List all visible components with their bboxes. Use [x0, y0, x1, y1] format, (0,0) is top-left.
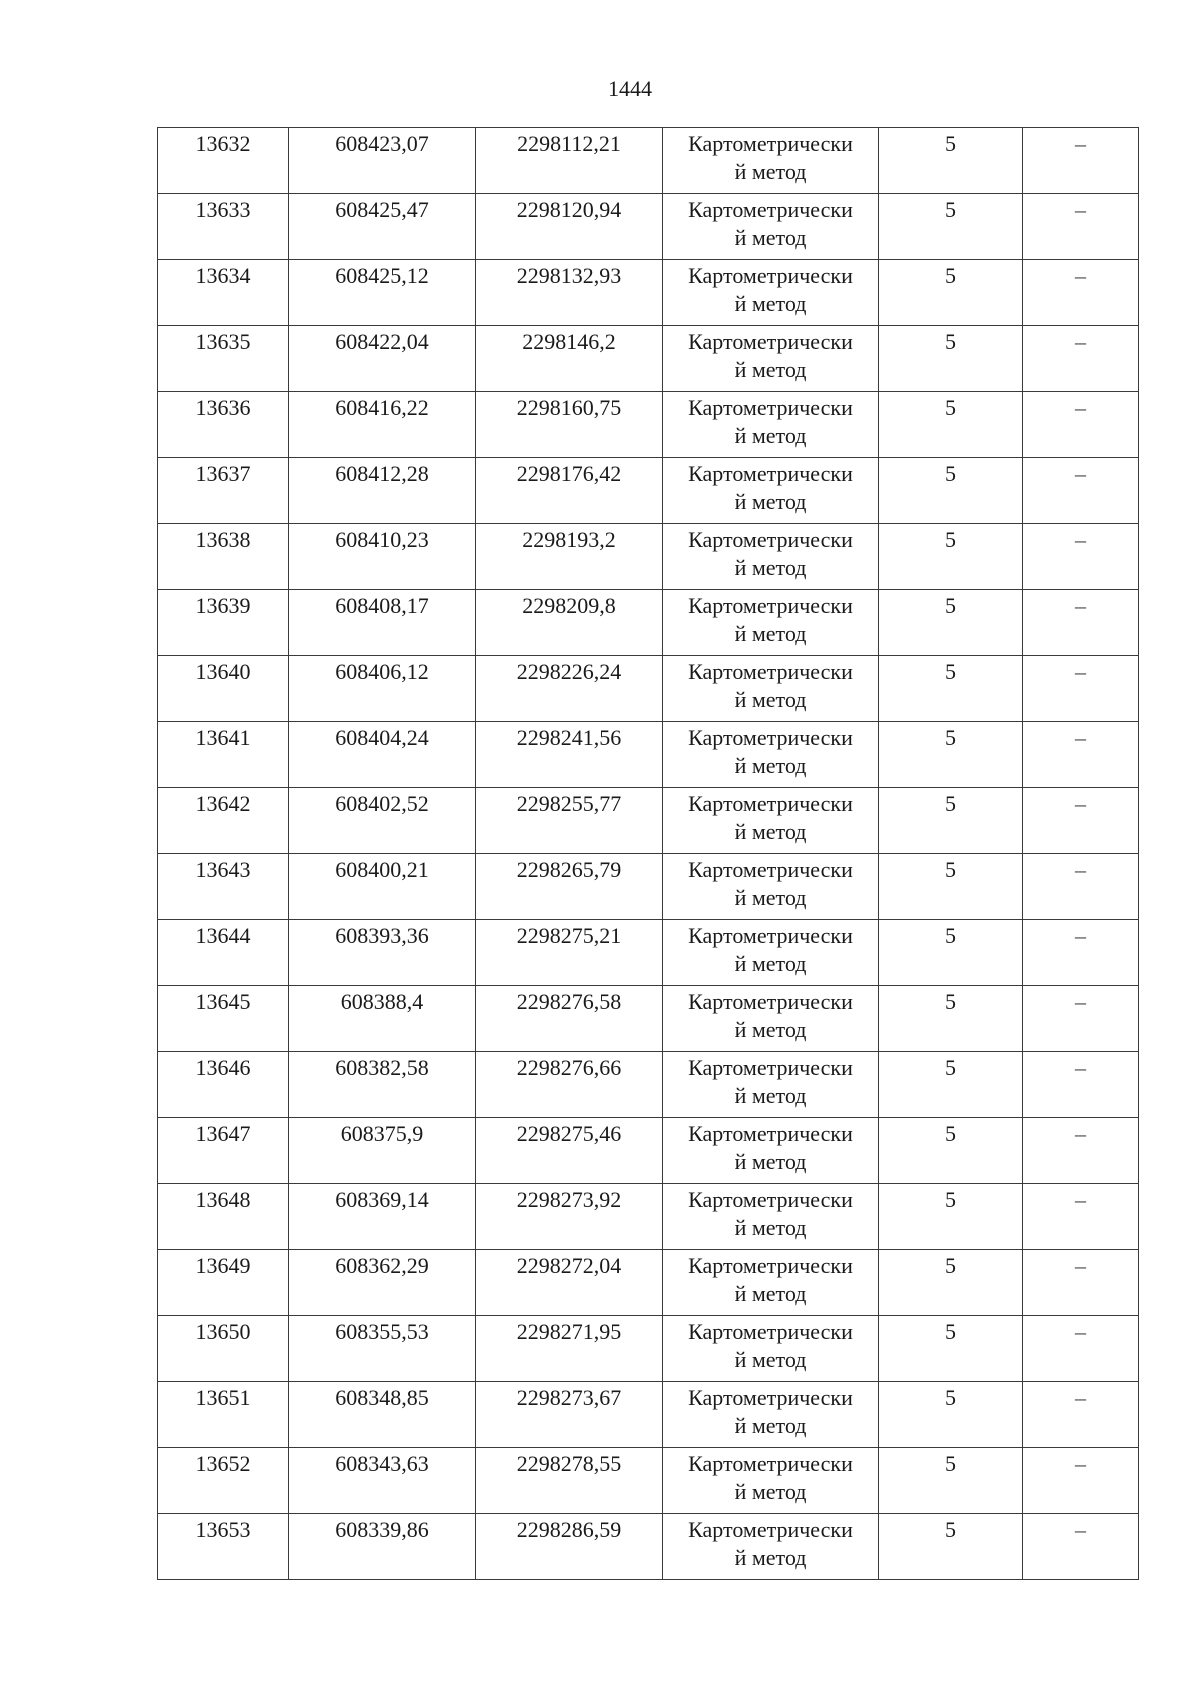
note-cell: – [1023, 326, 1139, 392]
method-line-2: й метод [734, 423, 807, 448]
method-line-2: й метод [734, 1281, 807, 1306]
y-coordinate-cell: 2298132,93 [476, 260, 663, 326]
method-cell [663, 1448, 879, 1514]
table-row [158, 722, 1139, 788]
method-line-1: Картометрически [688, 461, 853, 486]
point-number-cell: 13647 [158, 1118, 289, 1184]
x-coordinate-cell: 608410,23 [289, 524, 476, 590]
method-cell [663, 986, 879, 1052]
method-line-2: й метод [734, 1215, 807, 1240]
method-cell [663, 392, 879, 458]
method-line-1: Картометрически [688, 725, 853, 750]
accuracy-cell: 5 [879, 1184, 1023, 1250]
note-cell: – [1023, 1448, 1139, 1514]
accuracy-cell: 5 [879, 656, 1023, 722]
method-line-2: й метод [734, 1479, 807, 1504]
method-cell [663, 920, 879, 986]
method-line-1: Картометрически [688, 1187, 853, 1212]
method-line-1: Картометрически [688, 1121, 853, 1146]
method-line-2: й метод [734, 885, 807, 910]
note-cell: – [1023, 260, 1139, 326]
accuracy-cell: 5 [879, 194, 1023, 260]
x-coordinate-cell: 608400,21 [289, 854, 476, 920]
page-number: 1444 [608, 76, 652, 101]
method-line-2: й метод [734, 1545, 807, 1570]
note-cell: – [1023, 392, 1139, 458]
y-coordinate-cell: 2298265,79 [476, 854, 663, 920]
note-cell: – [1023, 1316, 1139, 1382]
table-row [158, 392, 1139, 458]
table-row [158, 326, 1139, 392]
method-line-1: Картометрически [688, 923, 853, 948]
y-coordinate-cell: 2298273,92 [476, 1184, 663, 1250]
method-line-1: Картометрически [688, 857, 853, 882]
table-row [158, 788, 1139, 854]
x-coordinate-cell: 608388,4 [289, 986, 476, 1052]
method-cell [663, 788, 879, 854]
table-row [158, 920, 1139, 986]
x-coordinate-cell: 608416,22 [289, 392, 476, 458]
point-number-cell: 13644 [158, 920, 289, 986]
method-line-1: Картометрически [688, 263, 853, 288]
point-number-cell: 13636 [158, 392, 289, 458]
accuracy-cell: 5 [879, 590, 1023, 656]
point-number-cell: 13643 [158, 854, 289, 920]
y-coordinate-cell: 2298241,56 [476, 722, 663, 788]
method-line-1: Картометрически [688, 989, 853, 1014]
accuracy-cell: 5 [879, 458, 1023, 524]
method-line-1: Картометрически [688, 1055, 853, 1080]
point-number-cell: 13645 [158, 986, 289, 1052]
note-cell: – [1023, 458, 1139, 524]
x-coordinate-cell: 608339,86 [289, 1514, 476, 1580]
note-cell: – [1023, 128, 1139, 194]
x-coordinate-cell: 608369,14 [289, 1184, 476, 1250]
method-cell [663, 1316, 879, 1382]
table-row [158, 458, 1139, 524]
method-line-1: Картометрически [688, 131, 853, 156]
method-cell [663, 722, 879, 788]
method-line-2: й метод [734, 1017, 807, 1042]
accuracy-cell: 5 [879, 1316, 1023, 1382]
point-number-cell: 13635 [158, 326, 289, 392]
y-coordinate-cell: 2298278,55 [476, 1448, 663, 1514]
method-cell [663, 1382, 879, 1448]
note-cell: – [1023, 524, 1139, 590]
method-line-2: й метод [734, 621, 807, 646]
table-row [158, 194, 1139, 260]
note-cell: – [1023, 1052, 1139, 1118]
method-line-1: Картометрически [688, 593, 853, 618]
method-line-2: й метод [734, 753, 807, 778]
x-coordinate-cell: 608404,24 [289, 722, 476, 788]
method-line-1: Картометрически [688, 527, 853, 552]
note-cell: – [1023, 722, 1139, 788]
point-number-cell: 13633 [158, 194, 289, 260]
x-coordinate-cell: 608382,58 [289, 1052, 476, 1118]
accuracy-cell: 5 [879, 1514, 1023, 1580]
point-number-cell: 13642 [158, 788, 289, 854]
point-number-cell: 13638 [158, 524, 289, 590]
x-coordinate-cell: 608425,47 [289, 194, 476, 260]
method-line-2: й метод [734, 1083, 807, 1108]
accuracy-cell: 5 [879, 392, 1023, 458]
method-line-2: й метод [734, 819, 807, 844]
method-line-1: Картометрически [688, 1385, 853, 1410]
point-number-cell: 13641 [158, 722, 289, 788]
method-line-1: Картометрически [688, 395, 853, 420]
point-number-cell: 13653 [158, 1514, 289, 1580]
accuracy-cell: 5 [879, 1382, 1023, 1448]
note-cell: – [1023, 1382, 1139, 1448]
method-line-2: й метод [734, 357, 807, 382]
accuracy-cell: 5 [879, 260, 1023, 326]
note-cell: – [1023, 920, 1139, 986]
y-coordinate-cell: 2298160,75 [476, 392, 663, 458]
coordinates-table-body [158, 128, 1139, 1580]
table-row [158, 1250, 1139, 1316]
method-line-1: Картометрически [688, 1451, 853, 1476]
accuracy-cell: 5 [879, 788, 1023, 854]
y-coordinate-cell: 2298273,67 [476, 1382, 663, 1448]
point-number-cell: 13639 [158, 590, 289, 656]
method-cell [663, 326, 879, 392]
point-number-cell: 13634 [158, 260, 289, 326]
accuracy-cell: 5 [879, 326, 1023, 392]
table-row [158, 1448, 1139, 1514]
point-number-cell: 13650 [158, 1316, 289, 1382]
y-coordinate-cell: 2298112,21 [476, 128, 663, 194]
method-cell [663, 1118, 879, 1184]
table-row [158, 1052, 1139, 1118]
y-coordinate-cell: 2298146,2 [476, 326, 663, 392]
x-coordinate-cell: 608393,36 [289, 920, 476, 986]
y-coordinate-cell: 2298275,21 [476, 920, 663, 986]
method-line-2: й метод [734, 951, 807, 976]
point-number-cell: 13652 [158, 1448, 289, 1514]
x-coordinate-cell: 608348,85 [289, 1382, 476, 1448]
method-line-2: й метод [734, 1149, 807, 1174]
method-line-1: Картометрически [688, 1517, 853, 1542]
method-line-2: й метод [734, 225, 807, 250]
y-coordinate-cell: 2298120,94 [476, 194, 663, 260]
method-line-1: Картометрически [688, 659, 853, 684]
x-coordinate-cell: 608423,07 [289, 128, 476, 194]
point-number-cell: 13651 [158, 1382, 289, 1448]
y-coordinate-cell: 2298193,2 [476, 524, 663, 590]
method-cell [663, 656, 879, 722]
table-row [158, 854, 1139, 920]
note-cell: – [1023, 656, 1139, 722]
method-line-1: Картометрически [688, 1319, 853, 1344]
accuracy-cell: 5 [879, 1448, 1023, 1514]
note-cell: – [1023, 1118, 1139, 1184]
accuracy-cell: 5 [879, 128, 1023, 194]
method-line-1: Картометрически [688, 197, 853, 222]
y-coordinate-cell: 2298275,46 [476, 1118, 663, 1184]
y-coordinate-cell: 2298276,66 [476, 1052, 663, 1118]
method-line-2: й метод [734, 555, 807, 580]
y-coordinate-cell: 2298209,8 [476, 590, 663, 656]
x-coordinate-cell: 608412,28 [289, 458, 476, 524]
x-coordinate-cell: 608343,63 [289, 1448, 476, 1514]
method-cell [663, 1514, 879, 1580]
method-cell [663, 458, 879, 524]
method-line-1: Картометрически [688, 1253, 853, 1278]
method-line-1: Картометрически [688, 791, 853, 816]
note-cell: – [1023, 194, 1139, 260]
accuracy-cell: 5 [879, 1052, 1023, 1118]
method-cell [663, 1184, 879, 1250]
note-cell: – [1023, 1514, 1139, 1580]
x-coordinate-cell: 608355,53 [289, 1316, 476, 1382]
x-coordinate-cell: 608375,9 [289, 1118, 476, 1184]
method-cell [663, 260, 879, 326]
method-cell [663, 128, 879, 194]
y-coordinate-cell: 2298286,59 [476, 1514, 663, 1580]
method-line-2: й метод [734, 1347, 807, 1372]
table-row [158, 1514, 1139, 1580]
point-number-cell: 13649 [158, 1250, 289, 1316]
table-row [158, 524, 1139, 590]
table-row [158, 1184, 1139, 1250]
x-coordinate-cell: 608362,29 [289, 1250, 476, 1316]
method-line-1: Картометрически [688, 329, 853, 354]
x-coordinate-cell: 608402,52 [289, 788, 476, 854]
table-row [158, 260, 1139, 326]
x-coordinate-cell: 608425,12 [289, 260, 476, 326]
table-row [158, 1118, 1139, 1184]
method-line-2: й метод [734, 489, 807, 514]
method-cell [663, 524, 879, 590]
y-coordinate-cell: 2298272,04 [476, 1250, 663, 1316]
accuracy-cell: 5 [879, 986, 1023, 1052]
y-coordinate-cell: 2298276,58 [476, 986, 663, 1052]
accuracy-cell: 5 [879, 854, 1023, 920]
accuracy-cell: 5 [879, 1118, 1023, 1184]
table-row [158, 1382, 1139, 1448]
table-row [158, 656, 1139, 722]
accuracy-cell: 5 [879, 920, 1023, 986]
note-cell: – [1023, 590, 1139, 656]
note-cell: – [1023, 1184, 1139, 1250]
x-coordinate-cell: 608406,12 [289, 656, 476, 722]
accuracy-cell: 5 [879, 524, 1023, 590]
method-line-2: й метод [734, 1413, 807, 1438]
table-row [158, 128, 1139, 194]
accuracy-cell: 5 [879, 1250, 1023, 1316]
note-cell: – [1023, 986, 1139, 1052]
x-coordinate-cell: 608408,17 [289, 590, 476, 656]
point-number-cell: 13648 [158, 1184, 289, 1250]
method-line-2: й метод [734, 291, 807, 316]
table-row [158, 986, 1139, 1052]
x-coordinate-cell: 608422,04 [289, 326, 476, 392]
point-number-cell: 13646 [158, 1052, 289, 1118]
method-cell [663, 1052, 879, 1118]
method-cell [663, 854, 879, 920]
accuracy-cell: 5 [879, 722, 1023, 788]
method-line-2: й метод [734, 687, 807, 712]
method-cell [663, 1250, 879, 1316]
note-cell: – [1023, 788, 1139, 854]
note-cell: – [1023, 854, 1139, 920]
y-coordinate-cell: 2298226,24 [476, 656, 663, 722]
point-number-cell: 13637 [158, 458, 289, 524]
method-cell [663, 194, 879, 260]
coordinates-table [157, 127, 1139, 1580]
y-coordinate-cell: 2298255,77 [476, 788, 663, 854]
table-row [158, 1316, 1139, 1382]
table-row [158, 590, 1139, 656]
note-cell: – [1023, 1250, 1139, 1316]
y-coordinate-cell: 2298176,42 [476, 458, 663, 524]
point-number-cell: 13640 [158, 656, 289, 722]
method-line-2: й метод [734, 159, 807, 184]
y-coordinate-cell: 2298271,95 [476, 1316, 663, 1382]
method-cell [663, 590, 879, 656]
point-number-cell: 13632 [158, 128, 289, 194]
